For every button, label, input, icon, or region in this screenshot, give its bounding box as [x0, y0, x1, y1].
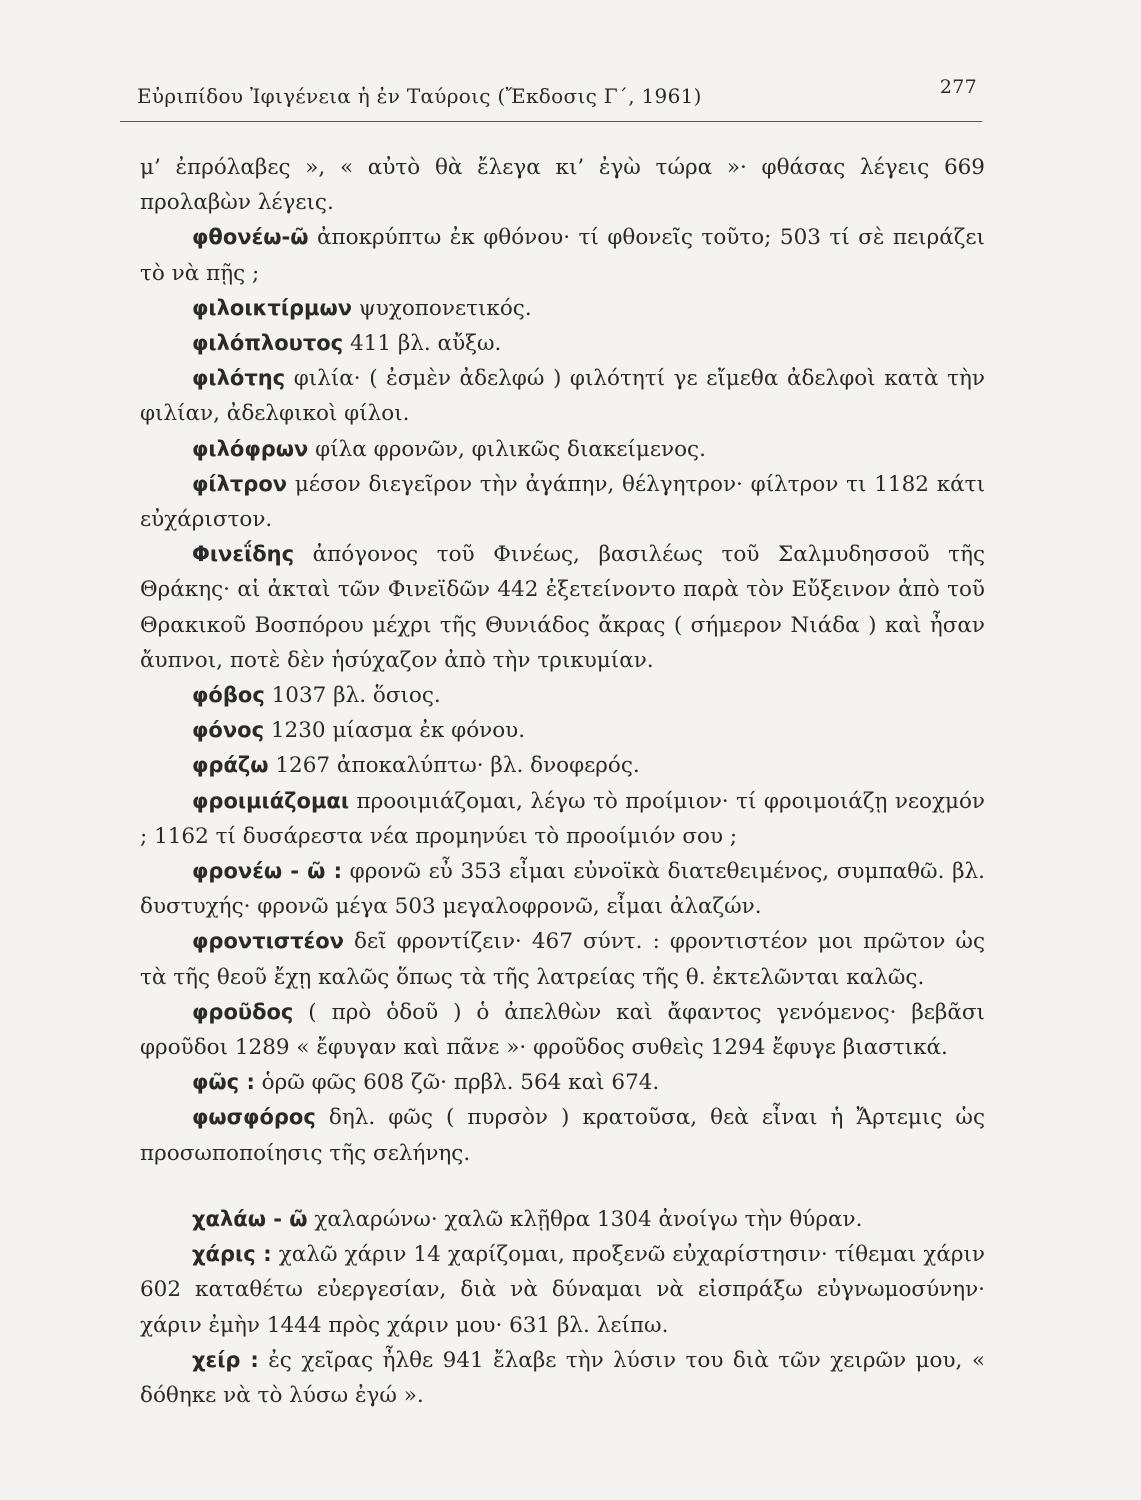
entry-headword: φροῦδος [192, 999, 294, 1024]
entry-definition: ἀπόγονος τοῦ Φινέως, βασιλέως τοῦ Σαλμυδησσοῦ τῆς Θράκης· αἱ ἀκταὶ τῶν Φινεϊδῶν 442 ἐξετείνοντο παρὰ τὸν Εὔξεινον ἀπὸ τοῦ Θρακικοῦ Βοσπόρου μέχρι τῆς Θυνιάδος ἄκρας ( σήμερον Νιάδα ) καὶ ἦσαν ἄυπνοι, ποτὲ δὲν ἡσύχαζον ἀπὸ τὴν τρικυμίαν. [140, 542, 985, 673]
entry-continuation: μ’ ἐπρόλαβες », « αὐτὸ θὰ ἔλεγα κι’ ἐγὼ τώρα »· φθάσας λέγεις 669 προλαβὼν λέγεις. [140, 155, 985, 216]
glossary-entry [140, 854, 985, 924]
entry-definition: χαλῶ χάριν 14 χαρίζομαι, προξενῶ εὐχαρίστησιν· τίθεμαι χάριν 602 καταθέτω εὐεργεσίαν, διὰ νὰ δύναμαι νὰ εἰσπράξω εὐγνωμοσύνην· χάριν ἐμὴν 1444 πρὸς χάριν μου· 631 βλ. λείπω. [140, 1242, 985, 1338]
glossary-entry [140, 1100, 985, 1170]
entry-definition: ἐς χεῖρας ἦλθε 941 ἔλαβε τὴν λύσιν του διὰ τῶν χειρῶν μου, « δόθηκε νὰ τὸ λύσω ἐγώ ». [140, 1347, 985, 1408]
entry-definition: φιλία· ( ἐσμὲν ἀδελφώ ) φιλότητί γε εἴμεθα ἀδελφοὶ κατὰ τὴν φιλίαν, ἀδελφικοὶ φίλοι. [140, 366, 985, 427]
glossary-entry [140, 537, 985, 678]
glossary-text [140, 150, 985, 1413]
entry-definition: φρονῶ εὖ 353 εἶμαι εὐνοϊκὰ διατεθειμένος, συμπαθῶ. βλ. δυστυχής· φρονῶ μέγα 503 μεγαλοφρονῶ, εἶμαι ἀλαζών. [140, 859, 985, 920]
entry-headword: φράζω [192, 753, 269, 778]
entry-headword: χείρ : [192, 1347, 259, 1372]
glossary-entry [140, 432, 985, 467]
entry-definition: μέσον διεγεῖρον τὴν ἀγάπην, θέλγητρον· φίλτρον τι 1182 κάτι εὐχάριστον. [140, 471, 985, 533]
header-title: Εὐριπίδου Ἰφιγένεια ἡ ἐν Ταύροις (Ἔκδοσις Γ΄, 1961) [137, 84, 702, 108]
glossary-entry [140, 678, 985, 713]
glossary-entry [140, 467, 985, 537]
glossary-entry [140, 713, 985, 748]
entry-headword: φωσφόρος [192, 1105, 316, 1130]
entry-definition: χαλαρώνω· χαλῶ κλῇθρα 1304 ἀνοίγω τὴν θύραν. [307, 1206, 863, 1232]
entry-headword: φῶς : [192, 1070, 255, 1095]
entry-headword: φιλοικτίρμων [192, 295, 353, 320]
entry-headword: φιλόπλουτος [192, 331, 344, 356]
glossary-entry [140, 924, 985, 994]
entry-definition: ὁρῶ φῶς 608 ζῶ· πρβλ. 564 καὶ 674. [254, 1070, 660, 1096]
entry-headword: φόνος [192, 718, 265, 743]
entry-headword: φόβος [192, 683, 265, 708]
entry-definition: 1267 ἀποκαλύπτω· βλ. δνοφερός. [268, 753, 640, 779]
page-number: 277 [939, 76, 977, 98]
entry-definition: ψυχοπονετικός. [352, 295, 532, 321]
running-header [137, 76, 977, 108]
glossary-entry [140, 1343, 985, 1413]
entry-headword: φίλτρον [192, 471, 288, 496]
entry-headword: φροιμιάζομαι [192, 788, 350, 813]
entry-definition: δεῖ φροντίζειν· 467 σύντ. : φροντιστέον μοι πρῶτον ὡς τὰ τῆς θεοῦ ἔχῃ καλῶς ὅπως τὰ τῆς λατρείας τῆς θ. ἐκτελῶνται καλῶς. [140, 929, 985, 990]
entry-definition: ἀποκρύπτω ἐκ φθόνου· τί φθονεῖς τοῦτο; 503 τί σὲ πειράζει τὸ νὰ πῇς ; [140, 225, 985, 286]
glossary-entry [140, 220, 985, 290]
glossary-entry [140, 995, 985, 1065]
entry-definition: 1037 βλ. ὅσιος. [264, 683, 441, 709]
entry-definition: ( πρὸ ὁδοῦ ) ὁ ἀπελθὼν καὶ ἄφαντος γενόμενος· βεβᾶσι φροῦδοι 1289 « ἔφυγαν καὶ πᾶνε »· φροῦδος συθεὶς 1294 ἔφυγε βιαστικά. [140, 999, 985, 1061]
entry-headword: χάρις : [192, 1242, 272, 1267]
entry-definition: 1230 μίασμα ἐκ φόνου. [264, 718, 526, 744]
entry-headword: φιλότης [192, 366, 286, 391]
entry-definition: δηλ. φῶς ( πυρσὸν ) κρατοῦσα, θεὰ εἶναι ἡ Ἄρτεμις ὡς προσωποποίησις τῆς σελήνης. [140, 1105, 985, 1166]
section-gap [140, 1171, 985, 1202]
entry-headword: Φινεΐδης [192, 542, 295, 567]
glossary-entry [140, 1237, 985, 1343]
glossary-entry [140, 361, 985, 431]
entry-headword: φθονέω-ῶ [192, 225, 309, 250]
glossary-entry [140, 326, 985, 361]
glossary-entry [140, 1065, 985, 1100]
glossary-entry [140, 1202, 985, 1237]
entry-headword: φρονέω - ῶ : [192, 859, 342, 884]
entry-definition: φίλα φρονῶν, φιλικῶς διακείμενος. [308, 436, 706, 462]
glossary-entry [140, 748, 985, 783]
entry-definition: προοιμιάζομαι, λέγω τὸ προίμιον· τί φροιμοιάζῃ νεοχμόν ; 1162 τί δυσάρεστα νέα προμηνύει τὸ προοίμιόν σου ; [140, 788, 985, 849]
entry-headword: χαλάω - ῶ [192, 1206, 308, 1231]
glossary-entry [140, 784, 985, 854]
glossary-entry [140, 291, 985, 326]
header-rule [120, 121, 982, 122]
entry-headword: φροντιστέον [192, 929, 344, 954]
entry-headword: φιλόφρων [192, 436, 309, 461]
entry-definition: 411 βλ. αὔξω. [343, 331, 502, 357]
